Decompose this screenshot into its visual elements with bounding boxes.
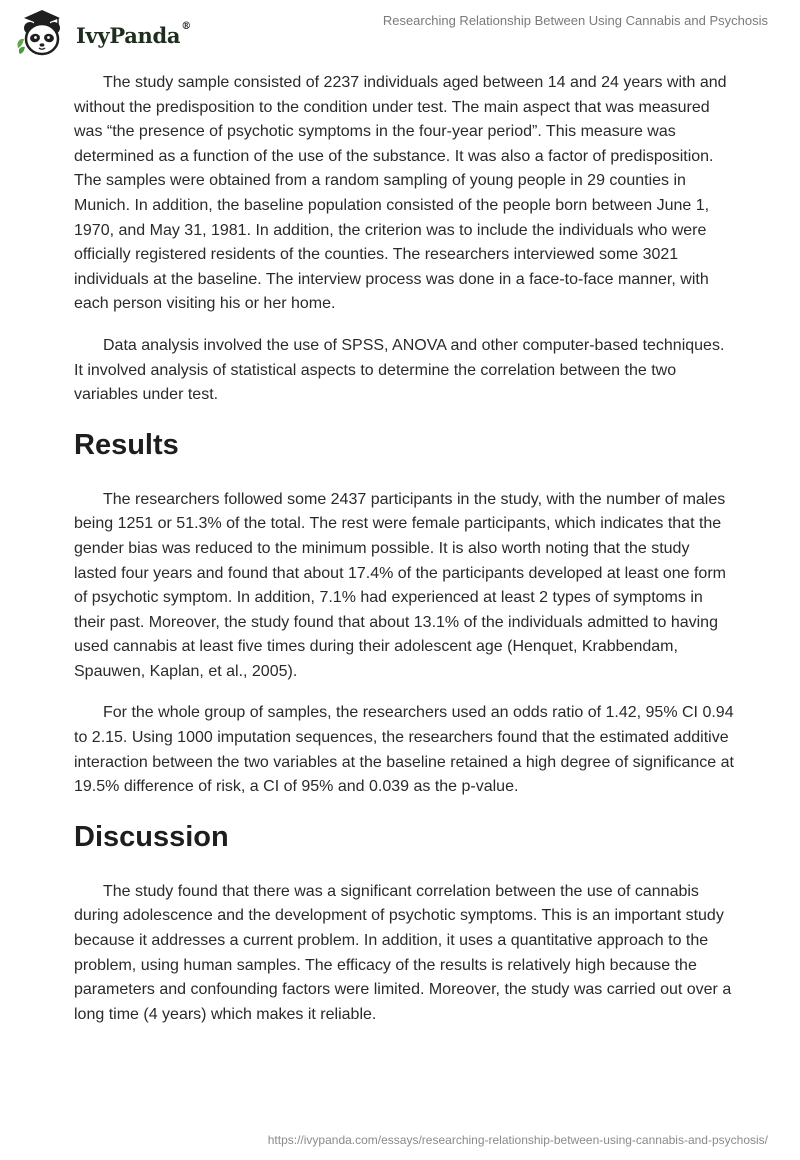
paragraph-analysis: Data analysis involved the use of SPSS, ANOVA and other computer-based techniques. It involved analysis of statistical aspects to determine the correlation between the two variables under test. [74, 336, 725, 404]
paragraph-results-2: For the whole group of samples, the researchers used an odds ratio of 1.42, 95% CI 0.94 to 2.15. Using 1000 imputation sequences, the researchers found that the estimated additive interaction between the two variables at the baseline retained a high degree of significance at 19.5% difference of risk, a CI of 95% and 0.039 as the p-value. [74, 704, 734, 796]
page-header [0, 0, 800, 64]
essay-content [74, 71, 734, 1044]
ivypanda-logo[interactable] [14, 8, 191, 58]
discussion-heading: Discussion [74, 820, 229, 853]
panda-graduate-icon [14, 8, 70, 58]
source-url[interactable]: https://ivypanda.com/essays/researching-relationship-between-using-cannabis-and-psychosis/ [267, 1133, 768, 1147]
paragraph-discussion: The study found that there was a significant correlation between the use of cannabis during adolescence and the development of psychotic symptoms. This is an important study because it addresses a current problem. In addition, it uses a quantitative approach to the problem, using human samples. The efficacy of the results is relatively high because the parameters and confounding factors were limited. Moreover, the study was carried out over a long time (4 years) which makes it reliable. [74, 882, 732, 1023]
document-title: Researching Relationship Between Using Cannabis and Psychosis [382, 13, 768, 28]
registered-mark: ® [181, 20, 191, 32]
results-heading: Results [74, 428, 179, 461]
paragraph-results-1: The researchers followed some 2437 participants in the study, with the number of males being 1251 or 51.3% of the total. The rest were female participants, which indicates that the gender bias was reduced to the minimum possible. It is also worth noting that the study lasted four years and found that about 17.4% of the participants developed at least one form of psychotic symptom. In addition, 7.1% had experienced at least 2 types of symptoms in their past. Moreover, the study found that about 13.1% of the individuals admitted to having used cannabis at least five times during their adolescent age (Henquet, Krabbendam, Spauwen, Kaplan, et al., 2005). [74, 490, 726, 680]
paragraph-sample: The study sample consisted of 2237 individuals aged between 14 and 24 years with and without the predisposition to the condition under test. The main aspect that was measured was “the presence of psychotic symptoms in the four-year period”. This measure was determined as a function of the use of the substance. It was also a factor of predisposition. The samples were obtained from a random sampling of young people in 29 counties in Munich. In addition, the baseline population consisted of the people born between June 1, 1970, and May 31, 1981. In addition, the criterion was to include the individuals who were officially registered residents of the counties. The researchers interviewed some 3021 individuals at the baseline. The interview process was done in a face-to-face manner, with each person visiting his or her home. [74, 74, 727, 313]
brand-name: IvyPanda® [76, 20, 191, 48]
